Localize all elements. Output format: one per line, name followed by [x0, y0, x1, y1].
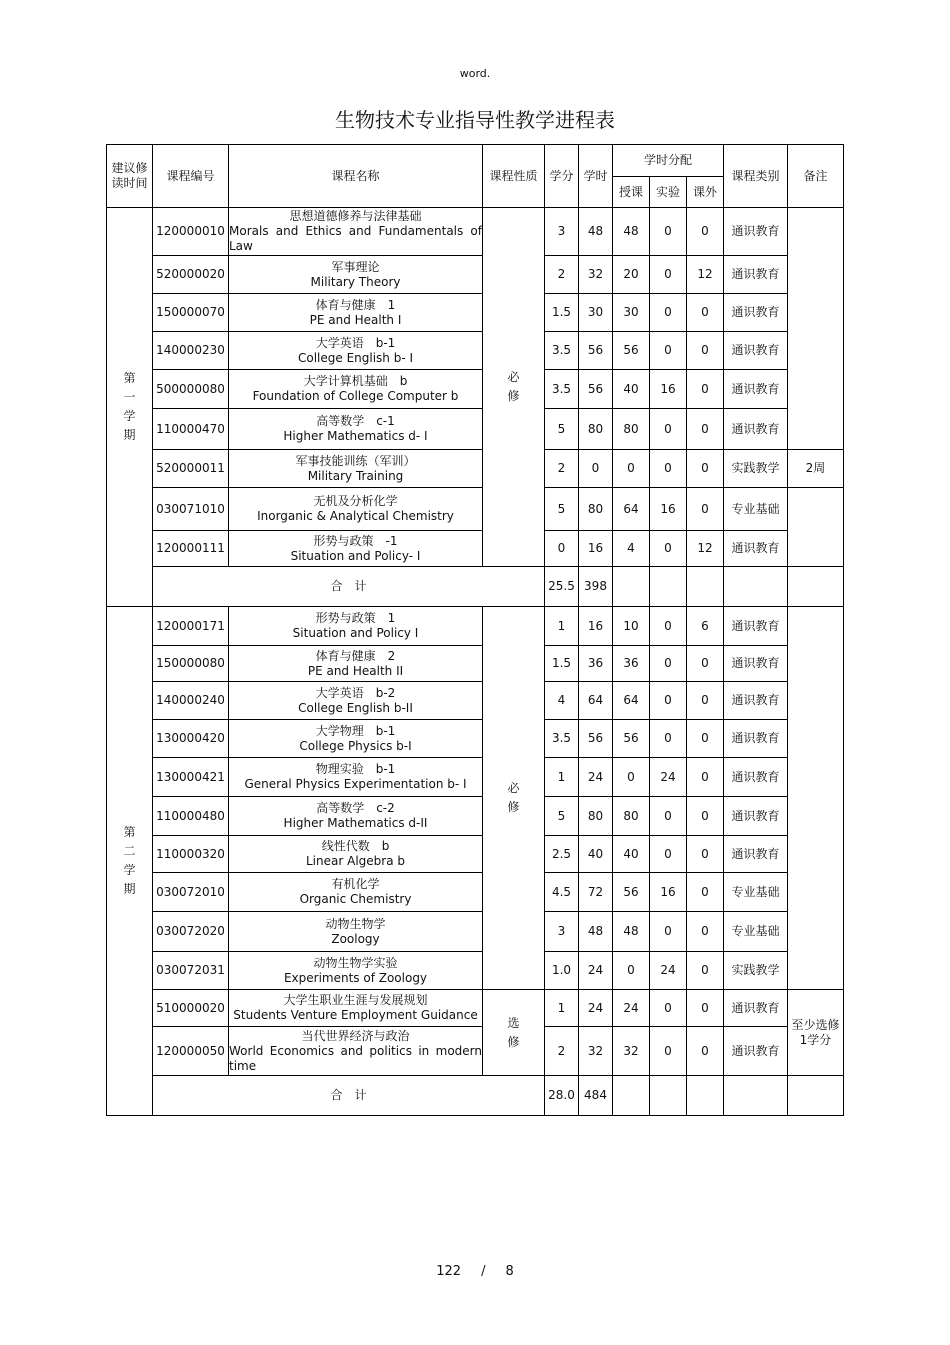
- course-hours: 80: [579, 488, 613, 531]
- course-lab: 0: [650, 294, 687, 332]
- course-name-cell: [229, 990, 483, 1027]
- course-extra: 0: [687, 450, 724, 488]
- course-name-cell: [229, 682, 483, 720]
- course-name-cn: 体育与健康 1: [315, 297, 396, 312]
- total-empty: [724, 567, 788, 607]
- course-code: 150000070: [153, 294, 229, 332]
- course-lab: 0: [650, 646, 687, 682]
- course-code: 110000320: [153, 836, 229, 873]
- course-name-cell: [229, 488, 483, 531]
- course-lecture: 48: [613, 912, 650, 952]
- course-credit: 1.5: [545, 646, 579, 682]
- course-name-cn: 形势与政策 -1: [313, 533, 398, 548]
- course-extra: 0: [687, 758, 724, 797]
- course-name-en: College Physics b-I: [299, 738, 412, 753]
- course-lab: 16: [650, 873, 687, 912]
- course-hours: 80: [579, 409, 613, 450]
- course-credit: 2: [545, 1027, 579, 1076]
- semester1-total-row: [107, 567, 844, 607]
- course-lecture: 10: [613, 607, 650, 646]
- course-credit: 4.5: [545, 873, 579, 912]
- course-credit: 1: [545, 990, 579, 1027]
- header-code: 课程编号: [153, 145, 229, 208]
- course-category: 通识教育: [724, 797, 788, 836]
- course-lab: 0: [650, 531, 687, 567]
- total-hours: 484: [579, 1076, 613, 1116]
- course-category: 通识教育: [724, 332, 788, 370]
- course-lab: 0: [650, 332, 687, 370]
- course-name-en: World Economics and politics in modern time: [229, 1043, 482, 1073]
- course-category: 通识教育: [724, 720, 788, 758]
- course-credit: 3.5: [545, 720, 579, 758]
- course-lab: 16: [650, 370, 687, 409]
- course-hours: 30: [579, 294, 613, 332]
- course-hours: 24: [579, 990, 613, 1027]
- course-hours: 64: [579, 682, 613, 720]
- course-hours: 80: [579, 797, 613, 836]
- course-name-cn: 大学英语 b-2: [315, 685, 396, 700]
- semester2-rows: [107, 607, 844, 1116]
- course-lecture: 40: [613, 836, 650, 873]
- course-lecture: 80: [613, 797, 650, 836]
- total-empty: [613, 567, 650, 607]
- course-code: 030072020: [153, 912, 229, 952]
- course-credit: 4: [545, 682, 579, 720]
- total-empty: [650, 567, 687, 607]
- course-category: 通识教育: [724, 758, 788, 797]
- course-category: 实践教学: [724, 450, 788, 488]
- course-extra: 0: [687, 332, 724, 370]
- semester2-label-text: 第二学期: [123, 825, 136, 896]
- course-hours: 48: [579, 208, 613, 256]
- course-code: 510000020: [153, 990, 229, 1027]
- course-credit: 2: [545, 256, 579, 294]
- course-hours: 72: [579, 873, 613, 912]
- semester2-required-text: 必修: [507, 781, 520, 814]
- table-row: [107, 873, 844, 912]
- course-category: 通识教育: [724, 370, 788, 409]
- course-credit: 0: [545, 531, 579, 567]
- semester2-elective: [483, 990, 545, 1076]
- course-name-cell: [229, 952, 483, 990]
- course-name-cell: [229, 758, 483, 797]
- course-lab: 16: [650, 488, 687, 531]
- course-code: 140000240: [153, 682, 229, 720]
- total-hours: 398: [579, 567, 613, 607]
- course-lecture: 0: [613, 758, 650, 797]
- course-lab: 0: [650, 912, 687, 952]
- course-lab: 0: [650, 256, 687, 294]
- course-extra: 0: [687, 912, 724, 952]
- course-name-en: PE and Health I: [309, 312, 402, 327]
- table-row: [107, 332, 844, 370]
- course-hours: 56: [579, 720, 613, 758]
- course-name-cn: 大学计算机基础 b: [303, 374, 408, 388]
- course-category: 通识教育: [724, 409, 788, 450]
- course-name-en: Military Training: [307, 468, 404, 483]
- total-label: 合 计: [153, 1076, 545, 1116]
- course-name-cn: 形势与政策 1: [315, 611, 396, 625]
- course-lecture: 64: [613, 682, 650, 720]
- remark-empty: [788, 607, 844, 990]
- course-name-cn: 动物生物学: [325, 916, 386, 931]
- course-name-en: College English b-II: [298, 700, 413, 715]
- course-code: 500000080: [153, 370, 229, 409]
- course-extra: 12: [687, 256, 724, 294]
- header-period: 建议修读时间: [107, 145, 153, 208]
- course-category: 通识教育: [724, 256, 788, 294]
- course-credit: 1: [545, 607, 579, 646]
- course-name-cell: [229, 836, 483, 873]
- total-empty: [788, 567, 844, 607]
- course-name-en: College English b- I: [297, 350, 414, 365]
- table-row: [107, 912, 844, 952]
- course-code: 140000230: [153, 332, 229, 370]
- course-name-cell: [229, 208, 483, 256]
- course-extra: 0: [687, 797, 724, 836]
- table-row: [107, 450, 844, 488]
- page-number: 122: [436, 1264, 462, 1279]
- header-name: 课程名称: [229, 145, 483, 208]
- course-name-cn: 线性代数 b: [321, 839, 390, 853]
- course-name-cell: [229, 256, 483, 294]
- course-credit: 1.0: [545, 952, 579, 990]
- table-row: [107, 531, 844, 567]
- course-name-cn: 高等数学 c-2: [316, 801, 395, 815]
- course-code: 110000480: [153, 797, 229, 836]
- total-label: 合 计: [153, 567, 545, 607]
- course-category: 专业基础: [724, 912, 788, 952]
- course-hours: 36: [579, 646, 613, 682]
- course-extra: 0: [687, 682, 724, 720]
- table-row: [107, 294, 844, 332]
- course-name-en: Higher Mathematics d- I: [283, 429, 428, 443]
- course-name-en: Situation and Policy I: [292, 626, 419, 640]
- total-empty: [650, 1076, 687, 1116]
- course-extra: 0: [687, 208, 724, 256]
- course-name-en: Experiments of Zoology: [283, 970, 428, 985]
- course-code: 030071010: [153, 488, 229, 531]
- page-footer: [0, 1264, 950, 1279]
- table-row: [107, 836, 844, 873]
- course-hours: 40: [579, 836, 613, 873]
- total-empty: [613, 1076, 650, 1116]
- page-header: word.: [459, 67, 491, 80]
- header-distribution: 学时分配: [613, 145, 724, 177]
- table-row: [107, 409, 844, 450]
- course-name-cn: 物理实验 b-1: [315, 762, 396, 776]
- course-hours: 24: [579, 758, 613, 797]
- course-category: 通识教育: [724, 1027, 788, 1076]
- course-lecture: 56: [613, 720, 650, 758]
- course-lecture: 56: [613, 873, 650, 912]
- page-title: 生物技术专业指导性教学进程表: [335, 108, 615, 132]
- course-category: 通识教育: [724, 531, 788, 567]
- course-lab: 0: [650, 208, 687, 256]
- course-hours: 16: [579, 531, 613, 567]
- course-lab: 0: [650, 409, 687, 450]
- course-lecture: 20: [613, 256, 650, 294]
- course-name-cn: 有机化学: [331, 877, 380, 891]
- semester2-elective-text: 选修: [507, 1015, 520, 1049]
- course-hours: 0: [579, 450, 613, 488]
- course-name-en: PE and Health II: [307, 663, 404, 678]
- course-lab: 0: [650, 720, 687, 758]
- course-name-en: Students Venture Employment Guidance: [233, 1008, 478, 1022]
- semester1-nature-text: 必修: [507, 370, 520, 403]
- semester2-total-row: [107, 1076, 844, 1116]
- course-code: 130000420: [153, 720, 229, 758]
- course-credit: 1.5: [545, 294, 579, 332]
- course-name-cell: [229, 1027, 483, 1076]
- course-lab: 0: [650, 450, 687, 488]
- remark-empty: [788, 208, 844, 450]
- table-row: [107, 607, 844, 646]
- course-lab: 0: [650, 797, 687, 836]
- table-row: [107, 952, 844, 990]
- course-extra: 0: [687, 720, 724, 758]
- course-name-cn: 大学生职业生涯与发展规划: [283, 993, 428, 1007]
- semester1-nature: [483, 208, 545, 567]
- course-code: 130000421: [153, 758, 229, 797]
- course-lecture: 30: [613, 294, 650, 332]
- course-name-en: Foundation of College Computer b: [252, 389, 459, 403]
- header-lab: 实验: [650, 177, 687, 208]
- course-lecture: 0: [613, 952, 650, 990]
- course-name-en: Linear Algebra b: [306, 854, 405, 868]
- semester2-label: [107, 607, 153, 1116]
- course-lecture: 4: [613, 531, 650, 567]
- course-lab: 0: [650, 607, 687, 646]
- table-row: [107, 208, 844, 256]
- remark-empty: [788, 488, 844, 567]
- course-code: 520000011: [153, 450, 229, 488]
- course-code: 120000050: [153, 1027, 229, 1076]
- course-code: 150000080: [153, 646, 229, 682]
- header-credit: 学分: [545, 145, 579, 208]
- page-total: 8: [505, 1264, 514, 1279]
- course-name-cell: [229, 646, 483, 682]
- course-category: 通识教育: [724, 646, 788, 682]
- table-row: [107, 797, 844, 836]
- course-hours: 16: [579, 607, 613, 646]
- course-name-cell: [229, 294, 483, 332]
- course-name-cell: [229, 409, 483, 450]
- course-extra: 0: [687, 488, 724, 531]
- course-lab: 0: [650, 836, 687, 873]
- table-row: [107, 682, 844, 720]
- table-row: [107, 758, 844, 797]
- page-separator: /: [481, 1264, 486, 1279]
- course-hours: 56: [579, 370, 613, 409]
- course-code: 030072010: [153, 873, 229, 912]
- header-remark: 备注: [788, 145, 844, 208]
- course-credit: 1: [545, 758, 579, 797]
- course-extra: 0: [687, 1027, 724, 1076]
- course-name-cell: [229, 720, 483, 758]
- course-code: 110000470: [153, 409, 229, 450]
- course-plan-table: [106, 144, 844, 1116]
- course-hours: 32: [579, 1027, 613, 1076]
- course-credit: 3.5: [545, 332, 579, 370]
- course-name-cell: [229, 797, 483, 836]
- table-row: [107, 488, 844, 531]
- course-code: 120000010: [153, 208, 229, 256]
- course-extra: 6: [687, 607, 724, 646]
- course-name-en: Inorganic & Analytical Chemistry: [257, 509, 454, 523]
- header-extra: 课外: [687, 177, 724, 208]
- course-name-cell: [229, 912, 483, 952]
- course-name-cell: [229, 531, 483, 567]
- table-row: [107, 720, 844, 758]
- course-name-cn: 当代世界经济与政治: [301, 1028, 410, 1043]
- total-empty: [687, 1076, 724, 1116]
- course-credit: 3: [545, 912, 579, 952]
- course-extra: 0: [687, 952, 724, 990]
- course-lab: 0: [650, 682, 687, 720]
- header-nature: 课程性质: [483, 145, 545, 208]
- course-extra: 0: [687, 990, 724, 1027]
- course-category: 通识教育: [724, 607, 788, 646]
- course-lab: 0: [650, 1027, 687, 1076]
- course-category: 通识教育: [724, 836, 788, 873]
- course-name-cn: 高等数学 c-1: [316, 414, 395, 428]
- course-lecture: 32: [613, 1027, 650, 1076]
- course-category: 通识教育: [724, 990, 788, 1027]
- course-category: 专业基础: [724, 488, 788, 531]
- header-hours: 学时: [579, 145, 613, 208]
- course-code: 030072031: [153, 952, 229, 990]
- course-code: 120000111: [153, 531, 229, 567]
- course-name-en: Zoology: [331, 931, 380, 946]
- course-name-en: General Physics Experimentation b- I: [244, 777, 467, 791]
- course-name-cell: [229, 873, 483, 912]
- table-row: [107, 646, 844, 682]
- course-credit: 3.5: [545, 370, 579, 409]
- course-name-cell: [229, 332, 483, 370]
- course-name-en: Situation and Policy- I: [290, 548, 421, 563]
- course-hours: 48: [579, 912, 613, 952]
- total-empty: [724, 1076, 788, 1116]
- total-empty: [687, 567, 724, 607]
- course-name-en: Morals and Ethics and Fundamentals of Law: [229, 224, 482, 253]
- course-extra: 0: [687, 873, 724, 912]
- semester1-label: [107, 208, 153, 607]
- course-category: 通识教育: [724, 294, 788, 332]
- course-lecture: 64: [613, 488, 650, 531]
- course-credit: 2: [545, 450, 579, 488]
- elective-note: 至少选修1学分: [788, 990, 844, 1076]
- course-lecture: 36: [613, 646, 650, 682]
- course-category: 实践教学: [724, 952, 788, 990]
- course-name-cn: 大学物理 b-1: [315, 723, 396, 738]
- course-lab: 24: [650, 758, 687, 797]
- semester2-required: [483, 607, 545, 990]
- course-name-cell: [229, 370, 483, 409]
- course-hours: 56: [579, 332, 613, 370]
- total-credit: 28.0: [545, 1076, 579, 1116]
- course-name-en: Higher Mathematics d-II: [283, 816, 428, 830]
- course-credit: 2.5: [545, 836, 579, 873]
- course-lecture: 48: [613, 208, 650, 256]
- table-row: [107, 990, 844, 1027]
- table-row: [107, 370, 844, 409]
- course-extra: 0: [687, 409, 724, 450]
- semester1-rows: [107, 208, 844, 607]
- course-credit: 5: [545, 797, 579, 836]
- course-name-cell: [229, 607, 483, 646]
- course-hours: 24: [579, 952, 613, 990]
- course-lab: 24: [650, 952, 687, 990]
- course-name-cell: [229, 450, 483, 488]
- course-name-cn: 大学英语 b-1: [315, 335, 396, 350]
- course-category: 通识教育: [724, 682, 788, 720]
- course-name-cn: 军事理论: [331, 259, 380, 274]
- course-hours: 32: [579, 256, 613, 294]
- course-code: 520000020: [153, 256, 229, 294]
- course-lab: 0: [650, 990, 687, 1027]
- course-name-en: Military Theory: [310, 274, 401, 289]
- course-extra: 12: [687, 531, 724, 567]
- course-remark: 2周: [788, 450, 844, 488]
- course-name-cn: 无机及分析化学: [313, 494, 398, 508]
- table-row: [107, 1027, 844, 1076]
- course-code: 120000171: [153, 607, 229, 646]
- course-name-cn: 体育与健康 2: [315, 648, 396, 663]
- course-lecture: 56: [613, 332, 650, 370]
- course-extra: 0: [687, 646, 724, 682]
- course-extra: 0: [687, 370, 724, 409]
- course-credit: 3: [545, 208, 579, 256]
- course-name-cn: 军事技能训练（军训）: [295, 453, 416, 468]
- course-credit: 5: [545, 409, 579, 450]
- header-lecture: 授课: [613, 177, 650, 208]
- course-category: 专业基础: [724, 873, 788, 912]
- course-name-cn: 动物生物学实验: [313, 955, 398, 970]
- course-lecture: 40: [613, 370, 650, 409]
- course-lecture: 0: [613, 450, 650, 488]
- course-lecture: 24: [613, 990, 650, 1027]
- course-lecture: 80: [613, 409, 650, 450]
- semester1-label-text: 第一学期: [123, 371, 136, 442]
- total-empty: [788, 1076, 844, 1116]
- course-name-cn: 思想道德修养与法律基础: [289, 209, 422, 223]
- course-extra: 0: [687, 836, 724, 873]
- course-category: 通识教育: [724, 208, 788, 256]
- course-name-en: Organic Chemistry: [299, 892, 412, 906]
- course-credit: 5: [545, 488, 579, 531]
- course-extra: 0: [687, 294, 724, 332]
- total-credit: 25.5: [545, 567, 579, 607]
- table-row: [107, 256, 844, 294]
- header-category: 课程类别: [724, 145, 788, 208]
